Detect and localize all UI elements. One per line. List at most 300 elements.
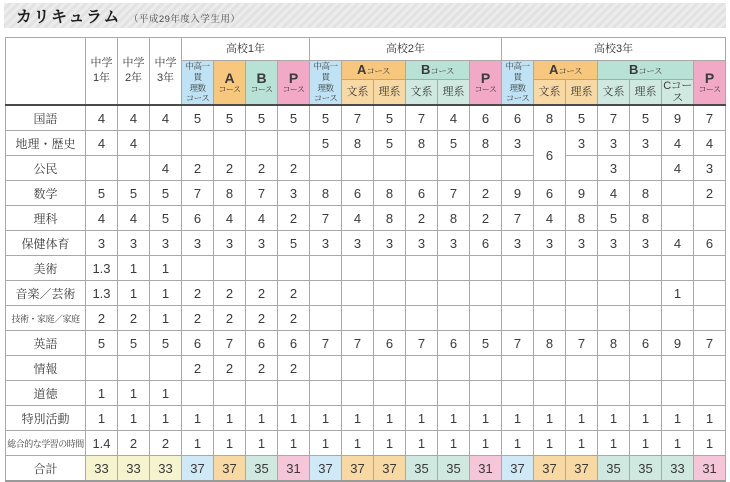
cell: 4 bbox=[694, 131, 726, 156]
total-cell: 31 bbox=[278, 456, 310, 482]
cell: 1 bbox=[374, 406, 406, 431]
cell bbox=[438, 306, 470, 331]
cell: 3 bbox=[566, 231, 598, 256]
cell: 1 bbox=[438, 406, 470, 431]
header-hs3: 高校3年 bbox=[502, 38, 726, 61]
cell bbox=[566, 156, 598, 181]
header-hs3-b-rikei: 理系 bbox=[630, 80, 662, 106]
cell: 5 bbox=[182, 105, 214, 131]
cell: 2 bbox=[118, 431, 150, 456]
cell: 1 bbox=[182, 431, 214, 456]
cell: 1 bbox=[278, 406, 310, 431]
row-label: 国語 bbox=[6, 105, 86, 131]
cell bbox=[342, 281, 374, 306]
cell: 8 bbox=[598, 331, 630, 356]
cell bbox=[438, 256, 470, 281]
cell: 3 bbox=[566, 131, 598, 156]
cell bbox=[374, 281, 406, 306]
cell bbox=[278, 131, 310, 156]
header-hs3-c-course: Cコース bbox=[663, 80, 692, 105]
cell bbox=[566, 281, 598, 306]
header-hs1-ck-course: 中高一貫 理数 コース bbox=[182, 61, 214, 106]
cell bbox=[406, 156, 438, 181]
cell: 5 bbox=[246, 105, 278, 131]
cell: 2 bbox=[214, 356, 246, 381]
cell bbox=[118, 356, 150, 381]
total-cell: 33 bbox=[662, 456, 694, 482]
header-hs3-a-course: Aコース bbox=[534, 61, 598, 80]
cell: 7 bbox=[214, 331, 246, 356]
cell bbox=[342, 256, 374, 281]
cell: 5 bbox=[374, 105, 406, 131]
cell: 7 bbox=[566, 331, 598, 356]
cell bbox=[86, 156, 118, 181]
header-hs2-a-bunkei: 文系 bbox=[342, 80, 374, 106]
page-title-note: （平成29年度入学生用） bbox=[128, 13, 241, 25]
header-hs1-a-course: A コース bbox=[214, 61, 246, 106]
row-label: 美術 bbox=[6, 256, 86, 281]
header-hs3-b-course: Bコース bbox=[598, 61, 694, 80]
cell: 3 bbox=[150, 231, 182, 256]
cell bbox=[214, 381, 246, 406]
total-cell: 35 bbox=[406, 456, 438, 482]
cell: 6 bbox=[374, 331, 406, 356]
total-cell: 33 bbox=[150, 456, 182, 482]
cell: 3 bbox=[310, 231, 342, 256]
cell bbox=[566, 256, 598, 281]
cell: 1 bbox=[438, 431, 470, 456]
cell: 6 bbox=[182, 331, 214, 356]
cell bbox=[342, 381, 374, 406]
cell bbox=[534, 306, 566, 331]
cell: 1 bbox=[630, 431, 662, 456]
cell: 7 bbox=[246, 181, 278, 206]
cell: 2 bbox=[278, 306, 310, 331]
cell bbox=[566, 306, 598, 331]
total-cell: 35 bbox=[246, 456, 278, 482]
cell bbox=[598, 356, 630, 381]
cell: 5 bbox=[150, 206, 182, 231]
cell: 1 bbox=[118, 406, 150, 431]
table-row bbox=[6, 356, 726, 381]
cell: 8 bbox=[534, 105, 566, 131]
cell bbox=[630, 381, 662, 406]
row-label: 数学 bbox=[6, 181, 86, 206]
cell bbox=[694, 381, 726, 406]
cell: 7 bbox=[342, 105, 374, 131]
cell bbox=[182, 256, 214, 281]
cell: 5 bbox=[278, 231, 310, 256]
cell: 4 bbox=[662, 131, 694, 156]
cell: 4 bbox=[86, 105, 118, 131]
cell: 6 bbox=[438, 331, 470, 356]
cell: 3 bbox=[86, 231, 118, 256]
row-label: 音楽／芸術 bbox=[6, 281, 86, 306]
cell: 2 bbox=[150, 431, 182, 456]
cell bbox=[374, 381, 406, 406]
cell: 6 bbox=[694, 231, 726, 256]
cell bbox=[470, 156, 502, 181]
cell: 1 bbox=[182, 406, 214, 431]
cell: 5 bbox=[86, 331, 118, 356]
cell: 1 bbox=[86, 381, 118, 406]
cell: 1 bbox=[150, 406, 182, 431]
cell: 1.3 bbox=[86, 281, 118, 306]
cell bbox=[694, 306, 726, 331]
header-year-row bbox=[6, 38, 726, 61]
cell: 3 bbox=[598, 131, 630, 156]
cell bbox=[342, 356, 374, 381]
cell: 3 bbox=[534, 231, 566, 256]
total-cell: 33 bbox=[86, 456, 118, 482]
cell: 1 bbox=[118, 381, 150, 406]
cell: 4 bbox=[150, 105, 182, 131]
table-row bbox=[6, 131, 726, 156]
table-row bbox=[6, 231, 726, 256]
row-label: 特別活動 bbox=[6, 406, 86, 431]
cell: 3 bbox=[438, 231, 470, 256]
cell: 6 bbox=[630, 331, 662, 356]
cell: 7 bbox=[182, 181, 214, 206]
cell: 7 bbox=[342, 331, 374, 356]
cell: 5 bbox=[118, 331, 150, 356]
cell: 2 bbox=[86, 306, 118, 331]
cell bbox=[534, 356, 566, 381]
cell: 1 bbox=[118, 256, 150, 281]
cell: 2 bbox=[214, 306, 246, 331]
cell bbox=[502, 306, 534, 331]
cell bbox=[310, 256, 342, 281]
cell: 1 bbox=[662, 431, 694, 456]
cell: 1 bbox=[342, 431, 374, 456]
cell: 1 bbox=[534, 406, 566, 431]
cell: 4 bbox=[662, 156, 694, 181]
cell: 5 bbox=[214, 105, 246, 131]
cell: 4 bbox=[534, 206, 566, 231]
cell: 1 bbox=[150, 256, 182, 281]
total-cell: 37 bbox=[310, 456, 342, 482]
cell: 3 bbox=[246, 231, 278, 256]
cell: 1 bbox=[566, 406, 598, 431]
cell: 3 bbox=[502, 231, 534, 256]
row-label: 英語 bbox=[6, 331, 86, 356]
cell bbox=[150, 131, 182, 156]
cell: 3 bbox=[598, 231, 630, 256]
cell: 2 bbox=[278, 281, 310, 306]
cell: 5 bbox=[598, 206, 630, 231]
cell: 6 bbox=[182, 206, 214, 231]
cell bbox=[470, 256, 502, 281]
cell bbox=[630, 156, 662, 181]
cell: 8 bbox=[374, 181, 406, 206]
row-label: 技術・家庭／家庭 bbox=[6, 306, 86, 331]
header-hs2-b-rikei: 理系 bbox=[438, 80, 470, 106]
cell: 5 bbox=[150, 331, 182, 356]
cell bbox=[406, 256, 438, 281]
header-hs2: 高校2年 bbox=[310, 38, 502, 61]
cell bbox=[662, 206, 694, 231]
cell: 1 bbox=[502, 431, 534, 456]
cell: 3 bbox=[630, 231, 662, 256]
totals-label: 合計 bbox=[6, 456, 86, 482]
cell: 3 bbox=[630, 131, 662, 156]
cell: 3 bbox=[342, 231, 374, 256]
cell bbox=[438, 381, 470, 406]
cell: 5 bbox=[470, 331, 502, 356]
cell: 1 bbox=[662, 281, 694, 306]
cell bbox=[502, 156, 534, 181]
cell: 1 bbox=[246, 431, 278, 456]
cell: 2 bbox=[246, 281, 278, 306]
cell: 1 bbox=[630, 406, 662, 431]
header-hs3-a-bunkei: 文系 bbox=[534, 80, 566, 106]
cell bbox=[534, 381, 566, 406]
cell: 2 bbox=[406, 206, 438, 231]
cell bbox=[470, 306, 502, 331]
cell: 4 bbox=[118, 105, 150, 131]
cell bbox=[342, 306, 374, 331]
cell: 2 bbox=[694, 181, 726, 206]
cell: 9 bbox=[502, 181, 534, 206]
cell bbox=[438, 356, 470, 381]
total-cell: 37 bbox=[214, 456, 246, 482]
cell bbox=[310, 381, 342, 406]
table-row bbox=[6, 281, 726, 306]
cell: 8 bbox=[470, 131, 502, 156]
row-label: 総合的な学習の時間 bbox=[6, 431, 86, 456]
cell bbox=[694, 206, 726, 231]
cell: 9 bbox=[662, 331, 694, 356]
cell: 3 bbox=[374, 231, 406, 256]
cell: 4 bbox=[246, 206, 278, 231]
cell: 1 bbox=[694, 431, 726, 456]
cell: 1 bbox=[310, 406, 342, 431]
cell: 3 bbox=[406, 231, 438, 256]
cell bbox=[598, 256, 630, 281]
header-hs3-p-course: P コース bbox=[694, 61, 726, 106]
cell: 1 bbox=[598, 406, 630, 431]
cell: 1 bbox=[214, 431, 246, 456]
cell: 6 bbox=[278, 331, 310, 356]
row-label: 地理・歴史 bbox=[6, 131, 86, 156]
header-hs3-b-bunkei: 文系 bbox=[598, 80, 630, 106]
cell: 8 bbox=[214, 181, 246, 206]
cell bbox=[630, 256, 662, 281]
cell: 4 bbox=[438, 105, 470, 131]
cell bbox=[662, 181, 694, 206]
total-cell: 33 bbox=[118, 456, 150, 482]
header-hs3-ck-course: 中高一貫 理数 コース bbox=[502, 61, 534, 106]
cell: 6 bbox=[342, 181, 374, 206]
cell bbox=[374, 156, 406, 181]
cell: 1 bbox=[278, 431, 310, 456]
cell: 4 bbox=[214, 206, 246, 231]
cell: 4 bbox=[118, 206, 150, 231]
curriculum-table bbox=[5, 37, 726, 482]
cell bbox=[598, 381, 630, 406]
cell bbox=[470, 356, 502, 381]
cell: 7 bbox=[502, 331, 534, 356]
header-hs2-b-bunkei: 文系 bbox=[406, 80, 438, 106]
cell: 8 bbox=[630, 181, 662, 206]
cell: 5 bbox=[374, 131, 406, 156]
total-cell: 35 bbox=[438, 456, 470, 482]
cell: 7 bbox=[502, 206, 534, 231]
title-band bbox=[4, 3, 726, 28]
cell: 2 bbox=[278, 156, 310, 181]
total-cell: 37 bbox=[534, 456, 566, 482]
cell: 8 bbox=[342, 131, 374, 156]
header-mid3: 中学 3年 bbox=[150, 38, 182, 106]
cell: 5 bbox=[630, 105, 662, 131]
total-cell: 37 bbox=[502, 456, 534, 482]
cell: 1 bbox=[534, 431, 566, 456]
cell bbox=[278, 381, 310, 406]
cell: 4 bbox=[150, 156, 182, 181]
header-hs2-a-rikei: 理系 bbox=[374, 80, 406, 106]
table-row bbox=[6, 156, 726, 181]
row-label: 理科 bbox=[6, 206, 86, 231]
cell bbox=[566, 381, 598, 406]
cell bbox=[182, 131, 214, 156]
cell: 6 bbox=[406, 181, 438, 206]
total-cell: 37 bbox=[566, 456, 598, 482]
cell: 7 bbox=[438, 181, 470, 206]
cell bbox=[310, 156, 342, 181]
totals-row bbox=[6, 456, 726, 482]
cell: 1 bbox=[470, 406, 502, 431]
cell bbox=[214, 256, 246, 281]
header-hs2-a-course: Aコース bbox=[342, 61, 406, 80]
cell bbox=[278, 256, 310, 281]
cell bbox=[662, 356, 694, 381]
cell bbox=[310, 281, 342, 306]
cell bbox=[662, 306, 694, 331]
cell bbox=[342, 156, 374, 181]
header-hs2-b-course: Bコース bbox=[406, 61, 470, 80]
cell: 9 bbox=[566, 181, 598, 206]
cell bbox=[630, 281, 662, 306]
cell: 6 bbox=[534, 131, 566, 181]
header-hs2-p-course: P コース bbox=[470, 61, 502, 106]
total-cell: 37 bbox=[182, 456, 214, 482]
cell: 5 bbox=[278, 105, 310, 131]
table-row bbox=[6, 105, 726, 131]
cell bbox=[182, 381, 214, 406]
cell: 5 bbox=[438, 131, 470, 156]
table-row bbox=[6, 381, 726, 406]
cell bbox=[598, 281, 630, 306]
cell: 2 bbox=[214, 156, 246, 181]
cell: 8 bbox=[374, 206, 406, 231]
cell bbox=[406, 306, 438, 331]
table-row bbox=[6, 431, 726, 456]
cell: 1 bbox=[86, 406, 118, 431]
cell: 1 bbox=[150, 381, 182, 406]
cell bbox=[694, 256, 726, 281]
cell bbox=[374, 256, 406, 281]
cell: 1 bbox=[502, 406, 534, 431]
cell: 1 bbox=[662, 406, 694, 431]
cell: 2 bbox=[182, 306, 214, 331]
table-header bbox=[6, 38, 726, 106]
cell: 4 bbox=[86, 131, 118, 156]
total-cell: 37 bbox=[342, 456, 374, 482]
cell: 8 bbox=[310, 181, 342, 206]
cell bbox=[214, 131, 246, 156]
cell: 8 bbox=[534, 331, 566, 356]
cell: 1 bbox=[598, 431, 630, 456]
table-row bbox=[6, 406, 726, 431]
corner-cell bbox=[6, 38, 86, 106]
cell bbox=[374, 356, 406, 381]
cell: 4 bbox=[118, 131, 150, 156]
total-cell: 31 bbox=[694, 456, 726, 482]
row-label: 保健体育 bbox=[6, 231, 86, 256]
total-cell: 37 bbox=[374, 456, 406, 482]
cell: 2 bbox=[246, 356, 278, 381]
row-label: 情報 bbox=[6, 356, 86, 381]
table-row bbox=[6, 206, 726, 231]
table-row bbox=[6, 306, 726, 331]
cell bbox=[374, 306, 406, 331]
cell: 3 bbox=[694, 156, 726, 181]
cell: 7 bbox=[694, 331, 726, 356]
cell: 8 bbox=[566, 206, 598, 231]
table-row bbox=[6, 256, 726, 281]
cell bbox=[630, 356, 662, 381]
cell: 1 bbox=[694, 406, 726, 431]
cell: 7 bbox=[694, 105, 726, 131]
cell: 1.4 bbox=[86, 431, 118, 456]
table-row bbox=[6, 181, 726, 206]
cell bbox=[502, 381, 534, 406]
cell: 1.3 bbox=[86, 256, 118, 281]
cell: 9 bbox=[662, 105, 694, 131]
cell: 2 bbox=[182, 281, 214, 306]
cell: 4 bbox=[86, 206, 118, 231]
cell: 2 bbox=[470, 206, 502, 231]
cell bbox=[406, 281, 438, 306]
cell bbox=[662, 256, 694, 281]
cell: 6 bbox=[502, 105, 534, 131]
cell: 5 bbox=[566, 105, 598, 131]
cell bbox=[246, 256, 278, 281]
header-hs1: 高校1年 bbox=[182, 38, 310, 61]
cell bbox=[246, 381, 278, 406]
cell bbox=[662, 381, 694, 406]
cell bbox=[694, 356, 726, 381]
totals-section bbox=[6, 456, 726, 482]
header-hs1-b-course: B コース bbox=[246, 61, 278, 106]
cell: 1 bbox=[470, 431, 502, 456]
cell: 1 bbox=[214, 406, 246, 431]
cell: 2 bbox=[182, 156, 214, 181]
cell bbox=[438, 156, 470, 181]
cell: 3 bbox=[502, 131, 534, 156]
total-cell: 35 bbox=[630, 456, 662, 482]
cell bbox=[86, 356, 118, 381]
cell bbox=[150, 356, 182, 381]
cell: 4 bbox=[598, 181, 630, 206]
cell: 3 bbox=[182, 231, 214, 256]
cell: 1 bbox=[342, 406, 374, 431]
cell: 3 bbox=[598, 156, 630, 181]
cell bbox=[246, 131, 278, 156]
cell: 2 bbox=[118, 306, 150, 331]
cell: 5 bbox=[86, 181, 118, 206]
cell bbox=[406, 356, 438, 381]
